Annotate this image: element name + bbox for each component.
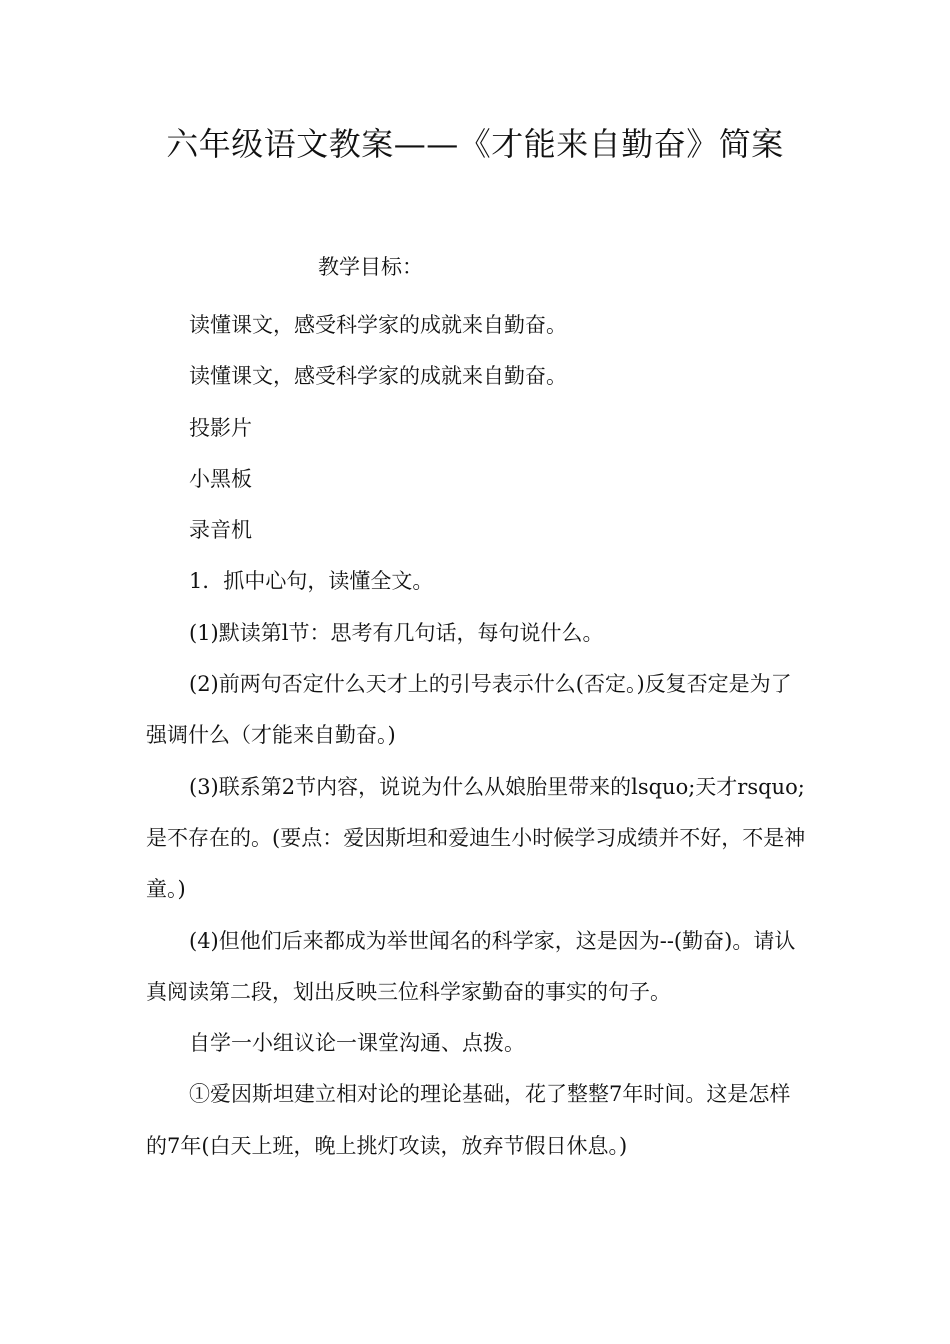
paragraph: 小黑板 — [189, 466, 252, 491]
paragraph: 读懂课文，感受科学家的成就来自勤奋。 — [189, 364, 567, 389]
paragraph: 读懂课文，感受科学家的成就来自勤奋。 — [189, 313, 567, 337]
paragraph: 投影片 — [189, 415, 252, 440]
document-body — [146, 300, 806, 1172]
paragraph: (1)默读第l节：思考有几句话，每句说什么。 — [189, 620, 604, 645]
document-title: 六年级语文教案——《才能来自勤奋》简案 — [166, 125, 784, 163]
section-heading: 教学目标： — [318, 255, 423, 279]
paragraph: 自学一小组议论一课堂沟通、点拨。 — [189, 1031, 525, 1056]
paragraph: 1．抓中心句，读懂全文。 — [189, 569, 434, 594]
paragraph: 录音机 — [189, 518, 252, 543]
paragraph: ①爱因斯坦建立相对论的理论基础，花了整整7年时间。这是怎样的7年(白天上班，晚上挑灯攻读，放弃节假日休息。) — [146, 1082, 791, 1158]
paragraph: (2)前两句否定什么天才上的引号表示什么(否定。)反复否定是为了强调什么（才能来自勤奋。) — [146, 672, 792, 748]
paragraph: (3)联系第2节内容，说说为什么从娘胎里带来的lsquo;天才rsquo;是不存在的。(要点：爱因斯坦和爱迪生小时候学习成绩并不好，不是神童。) — [146, 774, 806, 902]
paragraph: (4)但他们后来都成为举世闻名的科学家，这是因为--(勤奋)。请认真阅读第二段，划出反映三位科学家勤奋的事实的句子。 — [146, 928, 796, 1004]
